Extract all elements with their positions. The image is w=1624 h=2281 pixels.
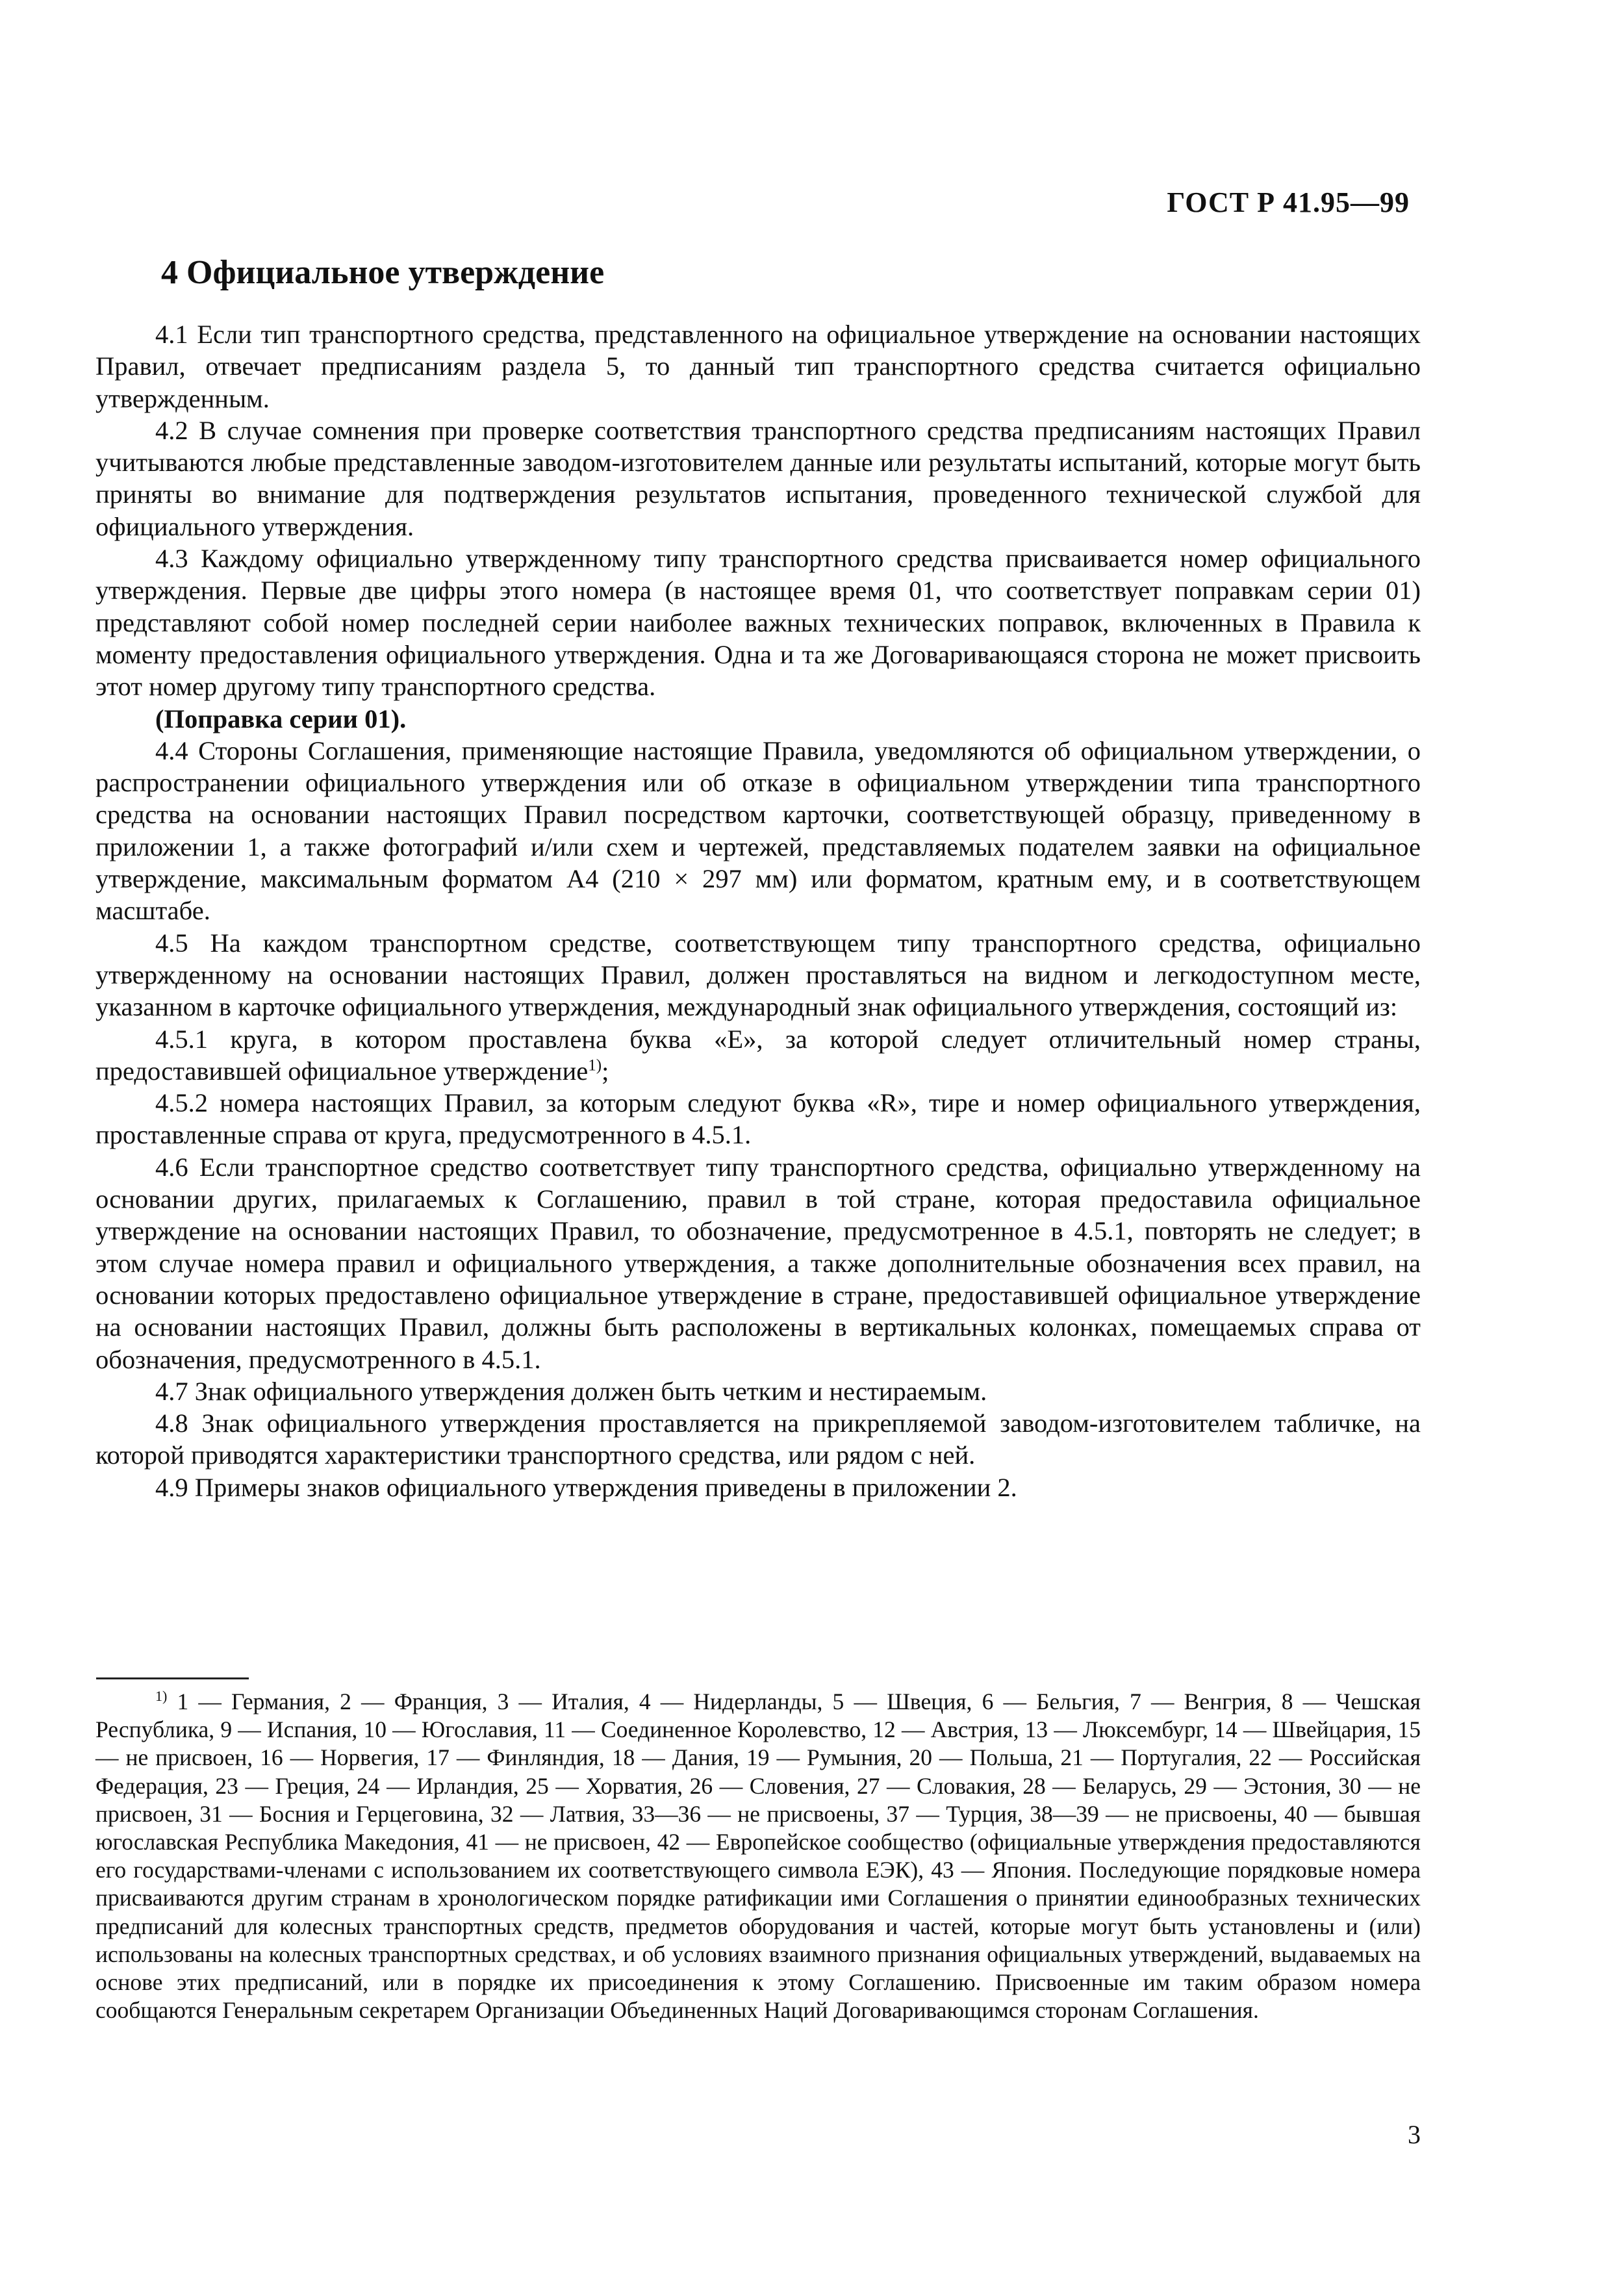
paragraph-4-2: 4.2 В случае сомнения при проверке соответствия транспортного средства предписаниям настоящих Правил учитываются любые представленные заводом-изготовителем данные или результаты испытаний, которые могут быть приняты во внимание для подтверждения результатов испытания, проведенного технической службой для официального утверждения. [95,415,1421,541]
paragraph-4-5: 4.5 На каждом транспортном средстве, соответствующем типу транспортного средства, официально утвержденному на основании настоящих Правил, должен проставляться на видном и легкодоступном месте, указанном в карточке официального утверждения, международный знак официального утверждения, состоящий из: [95,928,1421,1022]
paragraph-4-9: 4.9 Примеры знаков официального утверждения приведены в приложении 2. [155,1472,1017,1502]
paragraph-4-5-1 [95,1023,1421,1088]
amendment-note: (Поправка серии 01). [155,704,407,733]
paragraph-4-8: 4.8 Знак официального утверждения проставляется на прикрепляемой заводом-изготовителем табличке, на которой приводятся характеристики транспортного средства, или рядом с ней. [95,1408,1421,1470]
footnote-divider [96,1677,249,1679]
page-number: 3 [1408,2120,1421,2149]
paragraph-4-4: 4.4 Стороны Соглашения, применяющие настоящие Правила, уведомляются об официальном утверждении, о распространении официального утверждения или об отказе в официальном утверждении типа транспортного средства на основании настоящих Правил посредством карточки, соответствующей образцу, приведенному в приложении 1, а также фотографий и/или схем и чертежей, представляемых подателем заявки на официальное утверждение, максимальным форматом А4 (210 × 297 мм) или форматом, кратным ему, и в соответствующем масштабе. [95,735,1421,926]
footnote-marker: 1) [155,1688,168,1705]
paragraph-4-7: 4.7 Знак официального утверждения должен быть четким и нестираемым. [155,1376,987,1406]
paragraph-4-5-1-end: ; [602,1056,609,1086]
section-body [95,318,1421,1503]
paragraph-4-6: 4.6 Если транспортное средство соответствует типу транспортного средства, официально утвержденному на основании других, прилагаемых к Соглашению, правил в той стране, которая предоставила официальное утверждение на основании настоящих Правил, то обозначение, предусмотренное в 4.5.1, повторять не следует; в этом случае номера правил и официального утверждения, а также дополнительные обозначения всех правил, на основании которых предоставлено официальное утверждение в стране, предоставившей официальное утверждение на основании настоящих Правил, должны быть расположены в вертикальных колонках, помещаемых справа от обозначения, предусмотренного в 4.5.1. [95,1152,1421,1374]
standard-code: ГОСТ Р 41.95—99 [1167,186,1410,218]
paragraph-4-5-1-text: 4.5.1 круга, в котором проставлена буква «Е», за которой следует отличительный номер страны, предоставившей официальное утверждение [95,1024,1421,1086]
footnote [95,1688,1421,2024]
paragraph-4-5-2: 4.5.2 номера настоящих Правил, за которым следуют буква «R», тире и номер официального утверждения, проставленные справа от круга, предусмотренного в 4.5.1. [95,1088,1421,1150]
paragraph-4-1: 4.1 Если тип транспортного средства, представленного на официальное утверждение на основании настоящих Правил, отвечает предписаниям раздела 5, то данный тип транспортного средства считается официально утвержденным. [95,320,1421,413]
footnote-text: 1 — Германия, 2 — Франция, 3 — Италия, 4 — Нидерланды, 5 — Швеция, 6 — Бельгия, 7 — Венгрия, 8 — Чешская Республика, 9 — Испания, 10 — Югославия, 11 — Соединенное Королевство, 12 — Австрия, 13 — Люксембург, 14 — Швейцария, 15 — не присвоен, 16 — Норвегия, 17 — Финляндия, 18 — Дания, 19 — Румыния, 20 — Польша, 21 — Португалия, 22 — Российская Федерация, 23 — Греция, 24 — Ирландия, 25 — Хорватия, 26 — Словения, 27 — Словакия, 28 — Беларусь, 29 — Эстония, 30 — не присвоен, 31 — Босния и Герцеговина, 32 — Латвия, 33—36 — не присвоены, 37 — Турция, 38—39 — не присвоены, 40 — бывшая югославская Республика Македония, 41 — не присвоен, 42 — Европейское сообщество (официальные утверждения предоставляются его государствами-членами с использованием их соответствующего символа ЕЭК), 43 — Япония. Последующие порядковые номера присваиваются другим странам в хронологическом порядке ратификации ими Соглашения о принятии единообразных технических предписаний для колесных транспортных средств, предметов оборудования и частей, которые могут быть установлены и (или) использованы на колесных транспортных средствах, и об условиях взаимного признания официальных утверждений, выдаваемых на основе этих предписаний, или в порядке их присоединения к этому Соглашению. Присвоенные им таким образом номера сообщаются Генеральным секретарем Организации Объединенных Наций Договаривающимся сторонам Соглашения. [95,1688,1421,2024]
paragraph-4-3: 4.3 Каждому официально утвержденному типу транспортного средства присваивается номер официального утверждения. Первые две цифры этого номера (в настоящее время 01, что соответствует поправкам серии 01) представляют собой номер последней серии наиболее важных технических поправок, включенных в Правила к моменту предоставления официального утверждения. Одна и та же Договаривающаяся сторона не может присвоить этот номер другому типу транспортного средства. [95,544,1421,702]
footnote-reference: 1) [588,1056,602,1075]
section-title: 4 Официальное утверждение [161,254,605,291]
